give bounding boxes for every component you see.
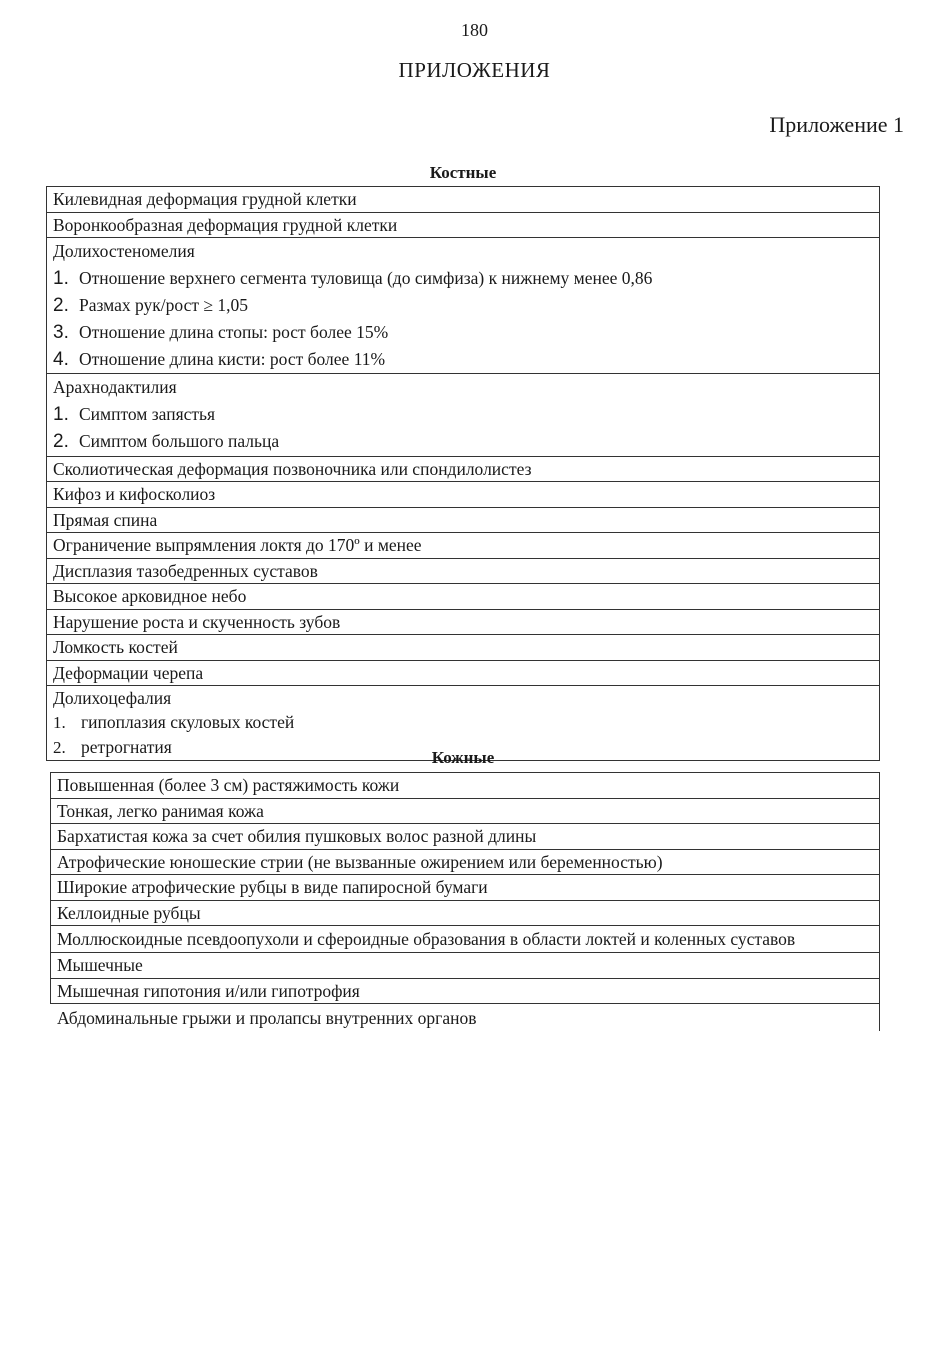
row-text: Широкие атрофические рубцы в виде папиросной бумаги <box>57 877 488 897</box>
list-item <box>53 401 873 429</box>
table-row <box>46 583 880 609</box>
item-text: Отношение длина кисти: рост более 11% <box>79 349 386 369</box>
row-text: Кифоз и кифосколиоз <box>53 484 216 504</box>
table-row <box>50 952 880 978</box>
item-number: 1. <box>53 268 69 289</box>
table-row <box>50 874 880 900</box>
table-row <box>50 798 880 824</box>
table-row <box>46 532 880 558</box>
item-number: 4. <box>53 349 69 370</box>
item-text: Размах рук/рост ≥ 1,05 <box>79 295 248 315</box>
table-row <box>50 925 880 952</box>
section-heading-skin: Кожные <box>431 748 495 767</box>
row-text: Атрофические юношеские стрии (не вызванные ожирением или беременностью) <box>57 851 663 872</box>
row-text: Дисплазия тазобедренных суставов <box>53 560 318 581</box>
row-text: Келлоидные рубцы <box>57 902 201 923</box>
item-number: 2. <box>53 431 69 452</box>
item-number: 1. <box>53 713 66 732</box>
row-text: Килевидная деформация грудной клетки <box>53 189 357 209</box>
list-item <box>53 319 873 346</box>
table-row <box>46 481 880 507</box>
table-row <box>50 978 880 1004</box>
row-text: Ограничение выпрямления локтя до 170º и менее <box>53 535 422 555</box>
table-row <box>46 634 880 660</box>
list-item <box>53 265 873 292</box>
item-number: 3. <box>53 322 69 343</box>
list-item <box>53 428 873 456</box>
item-text: гипоплазия скуловых костей <box>81 712 295 732</box>
item-text: ретрогнатия <box>81 737 172 757</box>
appendix-label: Приложение 1 <box>769 112 904 137</box>
list-item <box>53 346 873 373</box>
item-number: 2. <box>53 738 66 757</box>
table-row <box>50 849 880 875</box>
row-text: Мышечная гипотония и/или гипотрофия <box>57 980 360 1001</box>
item-text: Симптом запястья <box>79 403 216 424</box>
row-text: Высокое арковидное небо <box>53 586 247 606</box>
table-row <box>46 609 880 635</box>
item-number: 2. <box>53 295 69 316</box>
page-title: ПРИЛОЖЕНИЯ <box>398 58 551 82</box>
table-row <box>46 660 880 686</box>
row-text: Деформации черепа <box>53 662 204 683</box>
row-text: Мышечные <box>57 955 143 975</box>
item-text: Симптом большого пальца <box>79 431 280 451</box>
bones-table <box>46 186 880 761</box>
row-text: Воронкообразная деформация грудной клетки <box>53 214 398 235</box>
row-text: Прямая спина <box>53 509 158 530</box>
row-text: Повышенная (более 3 см) растяжимость кожи <box>57 775 400 795</box>
table-row <box>50 1003 880 1031</box>
table-row <box>46 507 880 533</box>
list-item <box>53 292 873 319</box>
table-row <box>46 558 880 584</box>
list-item <box>53 710 873 735</box>
item-number: 1. <box>53 403 69 425</box>
table-row <box>50 823 880 849</box>
row-text: Тонкая, легко ранимая кожа <box>57 800 264 821</box>
page-number: 180 <box>461 20 488 40</box>
table-row <box>50 900 880 926</box>
row-text: Моллюскоидные псевдоопухоли и сфероидные образования в области локтей и коленных суставов <box>57 929 796 949</box>
section-heading-bones: Костные <box>429 163 497 182</box>
row-text: Долихоцефалия <box>53 688 172 708</box>
item-text: Отношение верхнего сегмента туловища (до симфиза) к нижнему менее 0,86 <box>79 268 653 288</box>
table-row <box>46 212 880 238</box>
table-row <box>46 456 880 482</box>
row-text: Ломкость костей <box>53 637 178 657</box>
row-text: Нарушение роста и скученность зубов <box>53 611 341 632</box>
row-text: Абдоминальные грыжи и пролапсы внутренних органов <box>57 1008 477 1028</box>
table-row <box>46 373 880 456</box>
skin-table <box>50 772 880 1031</box>
table-row <box>50 772 880 798</box>
row-text: Бархатистая кожа за счет обилия пушковых волос разной длины <box>57 826 537 846</box>
table-row <box>46 186 880 212</box>
table-row <box>46 237 880 373</box>
row-text: Сколиотическая деформация позвоночника или спондилолистез <box>53 458 532 479</box>
row-text: Арахнодактилия <box>53 377 177 397</box>
row-text: Долихостеномелия <box>53 241 195 261</box>
item-text: Отношение длина стопы: рост более 15% <box>79 322 389 342</box>
